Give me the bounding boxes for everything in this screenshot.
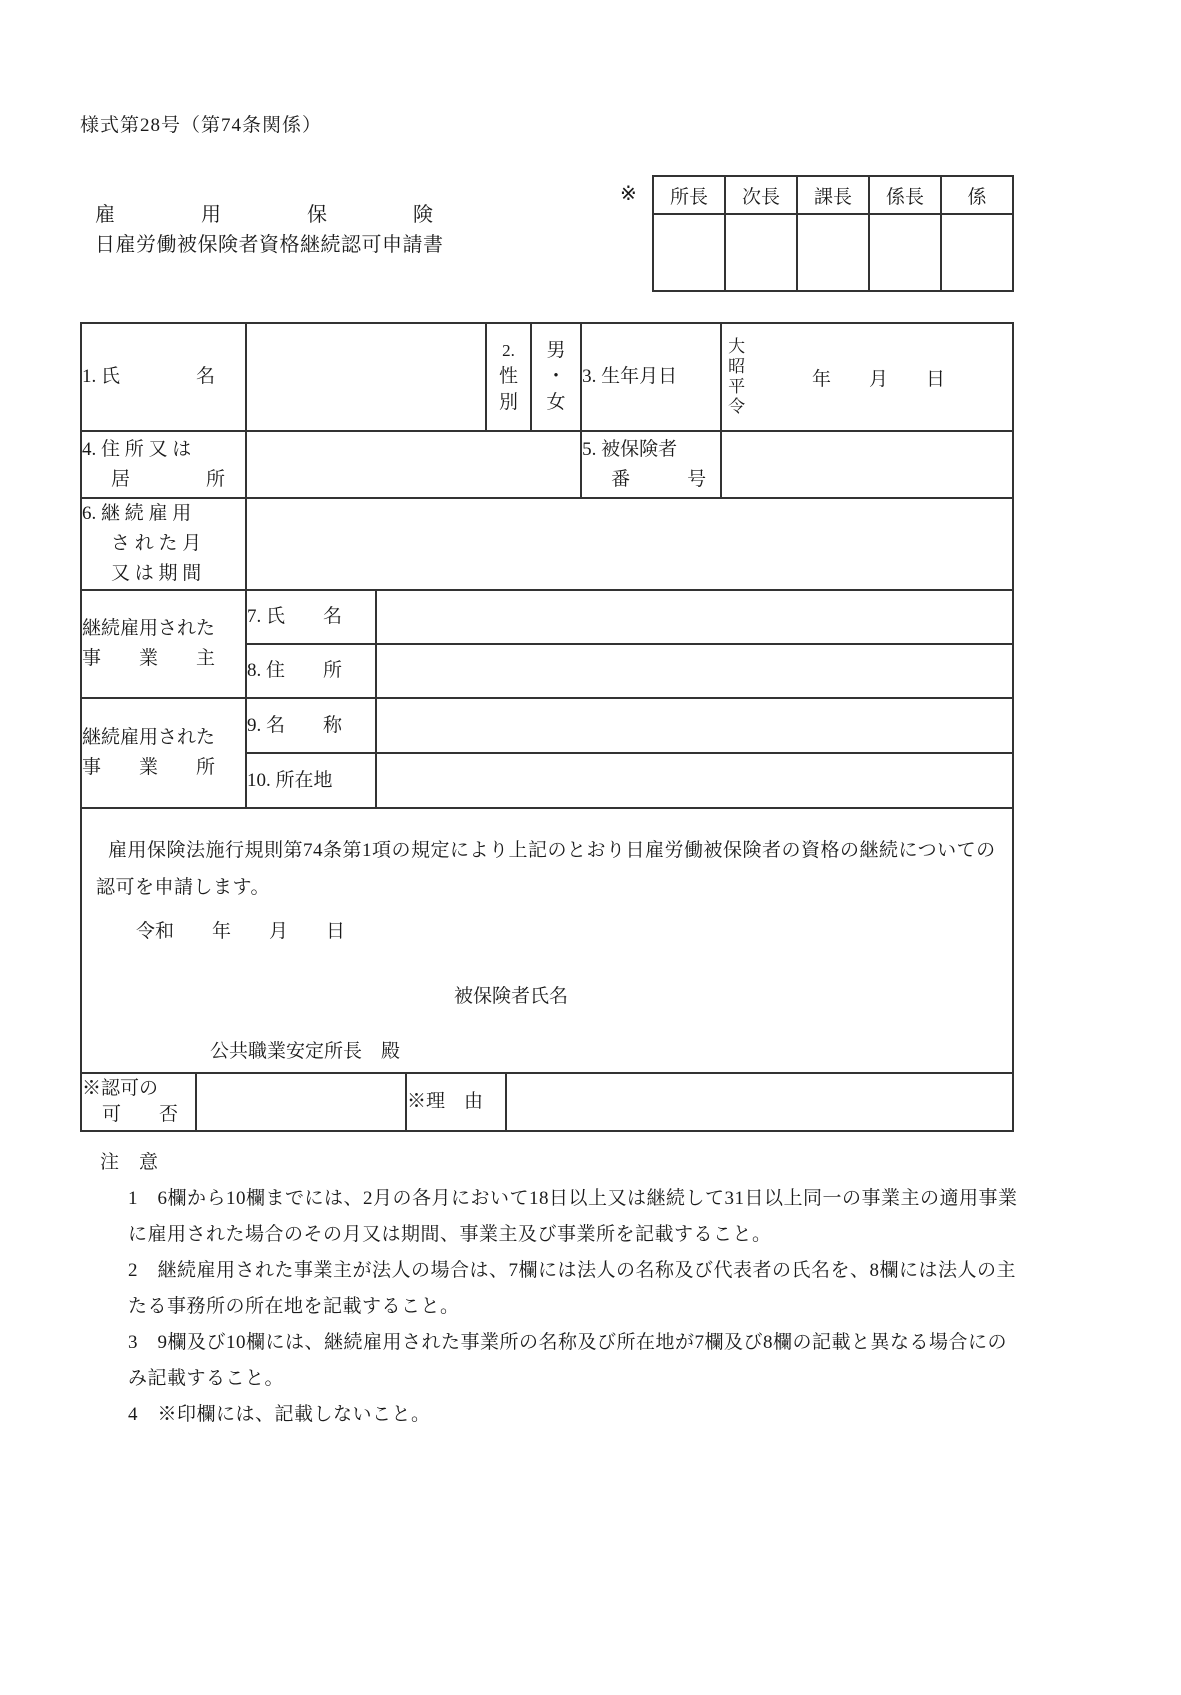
stamp-cell-deputy-director bbox=[725, 214, 797, 291]
era-selector bbox=[722, 337, 745, 417]
birthdate-input-cell[interactable] bbox=[721, 323, 1013, 431]
stamp-cell-subsection-chief bbox=[869, 214, 941, 291]
stamp-header-deputy-director: 次長 bbox=[725, 176, 797, 214]
reason-input-cell bbox=[506, 1073, 1013, 1131]
approval-label-cell bbox=[81, 1073, 196, 1131]
name-label-cell bbox=[81, 323, 246, 431]
workplace-group-label-line2: 事 業 所 bbox=[82, 757, 216, 778]
insured-name-label: 被保険者氏名 bbox=[454, 985, 569, 1007]
insured-number-label-line1: 5. 被保険者 bbox=[582, 438, 678, 460]
insured-number-input-cell[interactable] bbox=[721, 431, 1013, 498]
workplace-name-label-cell bbox=[246, 698, 376, 753]
application-form-title: 日雇労働被保険者資格継続認可申請書 bbox=[95, 234, 444, 256]
stamp-header-section-chief: 課長 bbox=[797, 176, 869, 214]
continued-period-label-line3: 又 は 期 間 bbox=[111, 563, 202, 584]
stamp-asterisk-mark: ※ bbox=[620, 183, 637, 205]
employer-name-label-cell bbox=[246, 590, 376, 644]
continued-period-label-line1: 6. 継 続 雇 用 bbox=[82, 503, 192, 524]
sex-label-cell bbox=[486, 323, 531, 431]
stamp-cell-staff bbox=[941, 214, 1013, 291]
stamp-cell-section-chief bbox=[797, 214, 869, 291]
continued-period-label-line2: さ れ た 月 bbox=[111, 533, 202, 554]
workplace-group-label-cell bbox=[81, 698, 246, 808]
address-label-line2: 居 所 bbox=[111, 468, 226, 490]
birthdate-label: 3. 生年月日 bbox=[582, 366, 678, 387]
note-item-2: 2 継続雇用された事業主が法人の場合は、7欄には法人の名称及び代表者の氏名を、8欄には法人の主たる事務所の所在地を記載すること。 bbox=[128, 1260, 1017, 1317]
birthdate-label-cell bbox=[581, 323, 721, 431]
sex-options-cell bbox=[531, 323, 581, 431]
approval-input-cell bbox=[196, 1073, 406, 1131]
approval-label-line1: ※認可の bbox=[82, 1078, 159, 1099]
office-stamp-table bbox=[652, 175, 1014, 292]
continued-period-input-cell[interactable] bbox=[246, 498, 1013, 590]
birthdate-input-wrap bbox=[722, 325, 1012, 429]
sex-label-number: 2. bbox=[502, 341, 515, 360]
era-showa[interactable]: 昭 bbox=[728, 357, 746, 376]
stamp-cell-director bbox=[653, 214, 725, 291]
employer-name-label: 7. 氏 名 bbox=[247, 606, 343, 627]
reason-label-cell bbox=[406, 1073, 506, 1131]
declaration-cell bbox=[81, 808, 1013, 1073]
addressee-line: 公共職業安定所長 殿 bbox=[210, 1040, 401, 1062]
workplace-location-input-cell[interactable] bbox=[376, 753, 1013, 808]
note-item-3: 3 9欄及び10欄には、継続雇用された事業所の名称及び所在地が7欄及び8欄の記載と異なる場合にのみ記載すること。 bbox=[128, 1332, 1008, 1389]
name-input-cell[interactable] bbox=[246, 323, 486, 431]
note-item-4: 4 ※印欄には、記載しないこと。 bbox=[128, 1404, 431, 1425]
stamp-header-subsection-chief: 係長 bbox=[869, 176, 941, 214]
insured-number-label-line2: 番 号 bbox=[611, 468, 707, 490]
notes-heading: 注 意 bbox=[100, 1152, 159, 1173]
address-label-cell bbox=[81, 431, 246, 498]
sex-option-female[interactable]: 女 bbox=[546, 392, 566, 413]
sex-option-male[interactable]: 男 bbox=[546, 340, 566, 361]
sex-label-char2: 別 bbox=[499, 392, 519, 413]
form-number: 様式第28号（第74条関係） bbox=[80, 115, 323, 136]
employer-name-input-cell[interactable] bbox=[376, 590, 1013, 644]
workplace-location-label-cell bbox=[246, 753, 376, 808]
stamp-header-staff: 係 bbox=[941, 176, 1013, 214]
workplace-location-label: 10. 所在地 bbox=[247, 769, 333, 791]
sex-label-char1: 性 bbox=[499, 366, 519, 387]
title-block bbox=[95, 200, 519, 260]
workplace-name-input-cell[interactable] bbox=[376, 698, 1013, 753]
continued-period-label-cell bbox=[81, 498, 246, 590]
declaration-date-line[interactable]: 令和 年 月 日 bbox=[136, 920, 346, 942]
address-label-line1: 4. 住 所 又 は bbox=[82, 438, 192, 460]
insurance-name-title: 雇用保険 bbox=[95, 204, 519, 226]
employer-address-input-cell[interactable] bbox=[376, 644, 1013, 698]
declaration-text: 雇用保険法施行規則第74条第1項の規定により上記のとおり日雇労働被保険者の資格の継続についての認可を申請します。 bbox=[96, 839, 996, 898]
reason-label: ※理 由 bbox=[407, 1091, 484, 1112]
birthdate-ymd-label: 年 月 日 bbox=[812, 368, 946, 390]
application-form-table bbox=[80, 322, 1014, 1132]
employer-address-label: 8. 住 所 bbox=[247, 660, 343, 681]
employer-group-label-line2: 事 業 主 bbox=[82, 648, 216, 669]
sex-option-separator: ・ bbox=[546, 366, 566, 387]
approval-label-line2: 可 否 bbox=[102, 1104, 179, 1125]
notes-section bbox=[100, 1145, 1018, 1433]
address-input-cell[interactable] bbox=[246, 431, 581, 498]
era-reiwa[interactable]: 令 bbox=[728, 397, 746, 416]
workplace-name-label: 9. 名 称 bbox=[247, 714, 343, 736]
employer-address-label-cell bbox=[246, 644, 376, 698]
note-item-1: 1 6欄から10欄までには、2月の各月において18日以上又は継続して31日以上同一の事業主の適用事業に雇用された場合のその月又は期間、事業主及び事業所を記載すること。 bbox=[128, 1188, 1018, 1245]
era-taisho[interactable]: 大 bbox=[728, 337, 746, 356]
employer-group-label-line1: 継続雇用された bbox=[82, 618, 216, 639]
insured-number-label-cell bbox=[581, 431, 721, 498]
era-heisei[interactable]: 平 bbox=[728, 377, 746, 396]
name-label: 1. 氏 名 bbox=[82, 366, 216, 387]
workplace-group-label-line1: 継続雇用された bbox=[82, 727, 216, 748]
employer-group-label-cell bbox=[81, 590, 246, 698]
stamp-header-director: 所長 bbox=[653, 176, 725, 214]
